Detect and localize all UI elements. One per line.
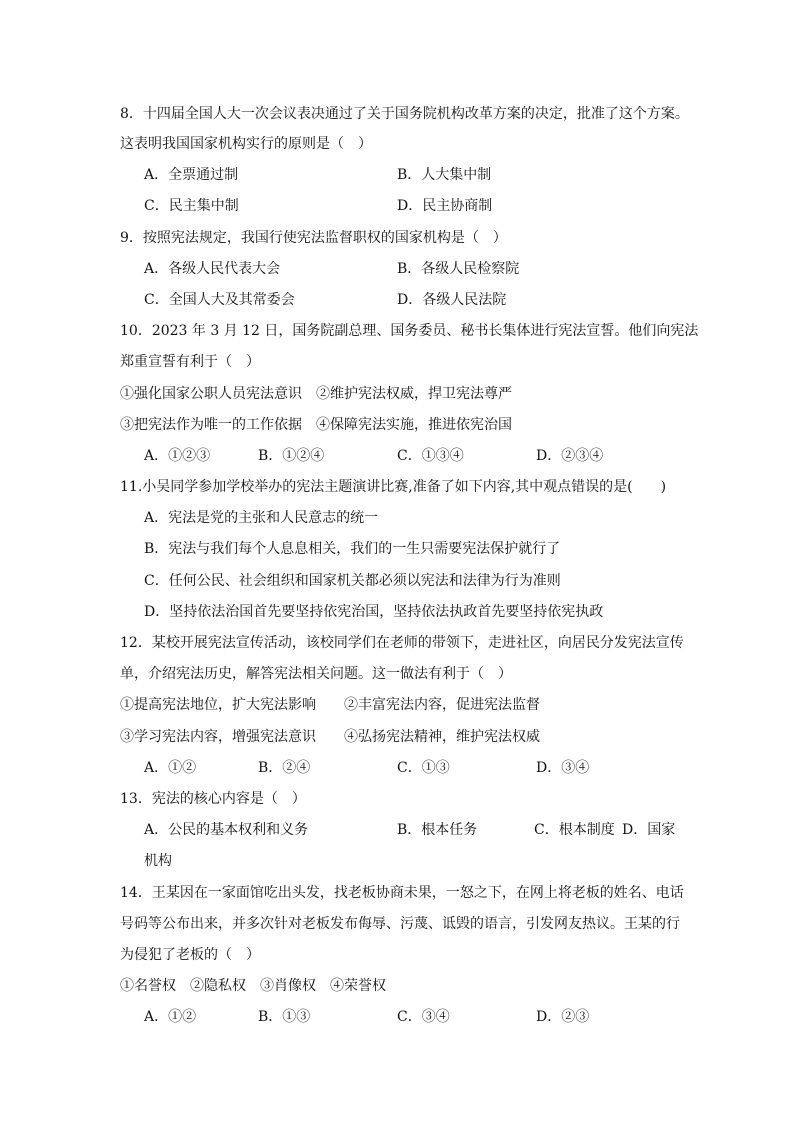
q10-option-d: D．②③④: [536, 448, 604, 464]
q8-option-d: D．民主协商制: [397, 198, 493, 214]
q8-option-c: C．民主集中制: [144, 198, 239, 214]
q14-option-a: A．①②: [144, 1009, 197, 1025]
q10-stem-line1: 10．2023 年 3 月 12 日，国务院副总理、国务委员、秘书长集体进行宪法宣誓。他们向宪法: [120, 323, 699, 339]
q10-statements-line1: ①强化国家公职人员宪法意识 ②维护宪法权威，捍卫宪法尊严: [120, 386, 512, 402]
q13-stem-line1: 13．宪法的核心内容是（ ）: [120, 791, 306, 807]
q14-option-c: C．③④: [397, 1009, 450, 1025]
q8-stem-line2: 这表明我国国家机构实行的原则是（ ）: [120, 136, 372, 152]
q9-stem-line1: 9．按照宪法规定，我国行使宪法监督职权的国家机构是（ ）: [120, 230, 507, 246]
q9-option-b: B．各级人民检察院: [397, 261, 520, 277]
q14-statements-line1: ①名誉权 ②隐私权 ③肖像权 ④荣誉权: [120, 978, 386, 994]
q14-stem-line1: 14．王某因在一家面馆吃出头发，找老板协商未果，一怒之下，在网上将老板的姓名、电话: [120, 885, 684, 901]
q13-option-d: D．国家: [622, 822, 676, 838]
q13-option-b: B．根本任务: [397, 822, 478, 838]
q14-stem-line2: 号码等公布出来，并多次针对老板发布侮辱、污蔑、诋毁的语言，引发网友热议。王某的行: [120, 916, 680, 932]
q10-option-b: B．①②④: [258, 448, 325, 464]
q10-statements-line2: ③把宪法作为唯一的工作依据 ④保障宪法实施，推进依宪治国: [120, 417, 512, 433]
q11-option-d: D．坚持依法治国首先要坚持依宪治国，坚持依法执政首先要坚持依宪执政: [144, 604, 604, 620]
q8-stem-line1: 8．十四届全国人大一次会议表决通过了关于国务院机构改革方案的决定，批准了这个方案。: [120, 106, 689, 122]
q12-option-b: B．②④: [258, 760, 311, 776]
q12-option-a: A．①②: [144, 760, 197, 776]
q8-option-a: A．全票通过制: [144, 167, 239, 183]
q14-option-d: D．②③: [536, 1009, 590, 1025]
q9-option-d: D．各级人民法院: [397, 292, 507, 308]
q12-stem-line2: 单，介绍宪法历史，解答宪法相关问题。这一做法有利于（ ）: [120, 666, 512, 682]
q11-option-c: C．任何公民、社会组织和国家机关都必须以宪法和法律为行为准则: [144, 573, 561, 589]
q12-option-c: C．①③: [397, 760, 450, 776]
q12-stem-line1: 12．某校开展宪法宣传活动，该校同学们在老师的带领下，走进社区，向居民分发宪法宣传: [120, 635, 684, 651]
q11-option-b: B．宪法与我们每个人息息相关，我们的一生只需要宪法保护就行了: [144, 541, 561, 557]
q14-stem-line3: 为侵犯了老板的（ ）: [120, 947, 260, 963]
q10-option-a: A．①②③: [144, 448, 211, 464]
q12-statements-line1: ①提高宪法地位，扩大宪法影响 ②丰富宪法内容，促进宪法监督: [120, 697, 540, 713]
q12-statements-line2: ③学习宪法内容，增强宪法意识 ④弘扬宪法精神，维护宪法权威: [120, 729, 540, 745]
q11-option-a: A．宪法是党的主张和人民意志的统一: [144, 510, 379, 526]
q13-option-a: A．公民的基本权利和义务: [144, 822, 309, 838]
q10-stem-line2: 郑重宣誓有利于（ ）: [120, 354, 260, 370]
q12-option-d: D．③④: [536, 760, 590, 776]
q13-option-d-continued: 机构: [144, 853, 172, 869]
q9-option-a: A．各级人民代表大会: [144, 261, 281, 277]
q13-option-c: C．根本制度: [534, 822, 615, 838]
q11-stem-line1: 11.小吴同学参加学校举办的宪法主题演讲比赛,准备了如下内容,其中观点错误的是( ): [120, 479, 667, 495]
q10-option-c: C．①③④: [397, 448, 464, 464]
q8-option-b: B．人大集中制: [397, 167, 492, 183]
q14-option-b: B．①③: [258, 1009, 311, 1025]
q9-option-c: C．全国人大及其常委会: [144, 292, 295, 308]
